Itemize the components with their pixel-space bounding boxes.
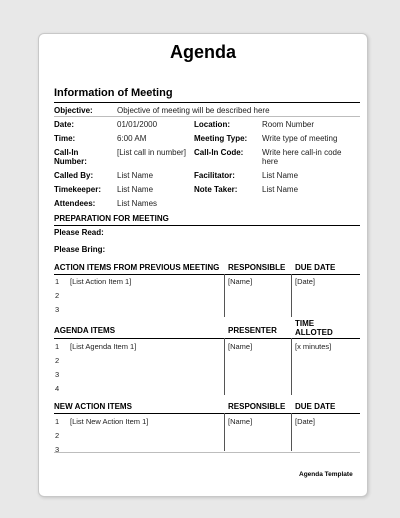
row-number: 3: [55, 370, 60, 379]
callin-number-value: [List call in number]: [117, 148, 186, 157]
row-item: [List Agenda Item 1]: [70, 342, 137, 351]
row-number: 3: [55, 445, 60, 452]
time-value: 6:00 AM: [117, 134, 147, 143]
time-label: Time:: [54, 134, 76, 143]
agenda-items-header: AGENDA ITEMS: [54, 326, 116, 335]
row-number: 3: [55, 305, 60, 314]
objective-value: Objective of meeting will be described here: [117, 106, 270, 115]
row-item: [List New Action Item 1]: [70, 417, 149, 426]
location-label: Location:: [194, 120, 230, 129]
table-bottom-rule: [54, 452, 360, 453]
page-title: Agenda: [169, 42, 236, 62]
prev-actions-due-header: DUE DATE: [295, 263, 336, 272]
location-value: Room Number: [262, 120, 315, 129]
agenda-items-time-header-line2: ALLOTED: [295, 328, 333, 337]
callin-code-value: Write here call-in code: [262, 148, 342, 157]
please-bring-label: Please Bring:: [54, 245, 106, 254]
callin-code-value-line2: here: [262, 157, 279, 166]
please-read-label: Please Read:: [54, 228, 104, 237]
meeting-type-value: Write type of meeting: [262, 134, 338, 143]
note-taker-label: Note Taker:: [194, 185, 238, 194]
timekeeper-value: List Name: [117, 185, 154, 194]
row-due: [Date]: [295, 277, 316, 286]
new-actions-due-header: DUE DATE: [295, 402, 336, 411]
row-responsible: [Name]: [228, 277, 253, 286]
agenda-page: [38, 33, 368, 497]
footer-label: Agenda Template: [299, 471, 353, 478]
date-label: Date:: [54, 120, 75, 129]
new-actions-responsible-header: RESPONSIBLE: [228, 402, 286, 411]
new-actions-header: NEW ACTION ITEMS: [54, 402, 132, 411]
prep-heading: PREPARATION FOR MEETING: [54, 214, 169, 223]
row-number: 4: [55, 384, 60, 393]
meeting-type-label: Meeting Type:: [194, 134, 248, 143]
row-responsible: [Name]: [228, 417, 253, 426]
note-taker-value: List Name: [262, 185, 299, 194]
called-by-value: List Name: [117, 171, 154, 180]
callin-number-label: Call-In: [54, 148, 79, 157]
attendees-label: Attendees:: [54, 199, 96, 208]
callin-code-label: Call-In Code:: [194, 148, 244, 157]
timekeeper-label: Timekeeper:: [54, 185, 101, 194]
row-number: 1: [55, 342, 60, 351]
row-item: [List Action Item 1]: [70, 277, 132, 286]
row-number: 2: [55, 356, 60, 365]
row-number: 2: [55, 291, 60, 300]
prev-actions-header: ACTION ITEMS FROM PREVIOUS MEETING: [54, 263, 220, 272]
agenda-items-time-header: TIME: [295, 319, 315, 328]
agenda-items-presenter-header: PRESENTER: [228, 326, 277, 335]
objective-label: Objective:: [54, 106, 93, 115]
info-heading: Information of Meeting: [54, 87, 173, 99]
row-due: [x minutes]: [295, 342, 332, 351]
facilitator-label: Facilitator:: [194, 171, 235, 180]
row-due: [Date]: [295, 417, 316, 426]
attendees-value: List Names: [117, 199, 158, 208]
row-number: 1: [55, 417, 60, 426]
row-number: 1: [55, 277, 60, 286]
callin-number-label-line2: Number:: [54, 157, 87, 166]
date-value: 01/01/2000: [117, 120, 158, 129]
called-by-label: Called By:: [54, 171, 94, 180]
row-responsible: [Name]: [228, 342, 253, 351]
facilitator-value: List Name: [262, 171, 299, 180]
prev-actions-responsible-header: RESPONSIBLE: [228, 263, 286, 272]
row-number: 2: [55, 431, 60, 440]
